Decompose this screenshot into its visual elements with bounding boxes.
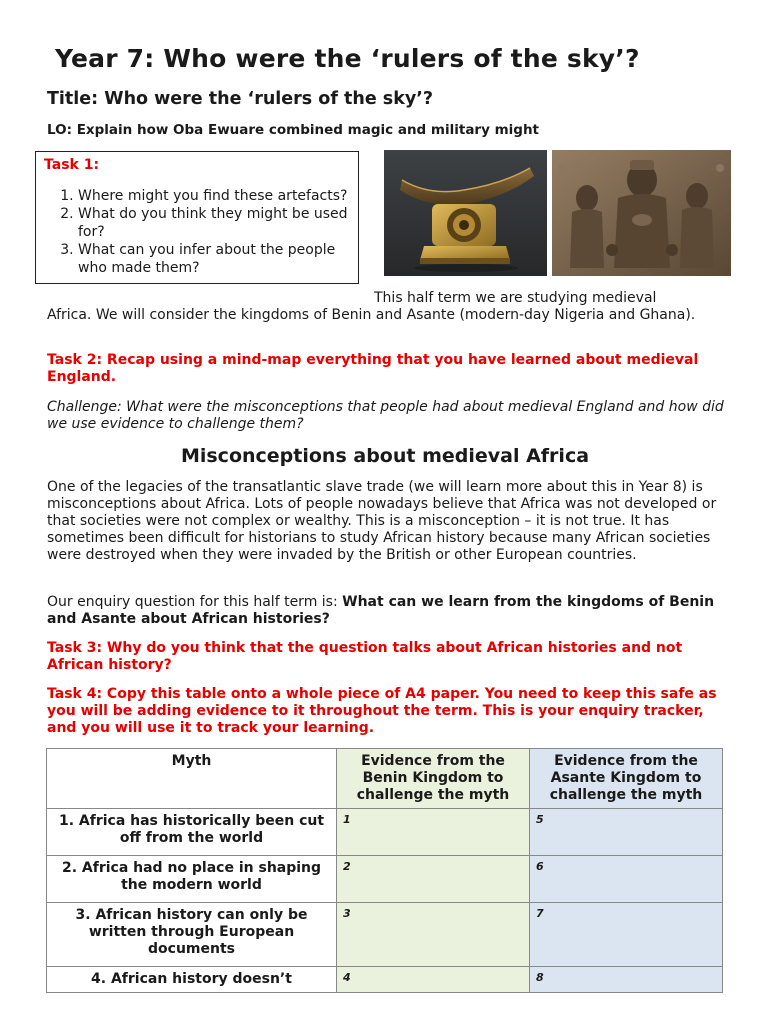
task1-question: 2. What do you think they might be used for? (78, 205, 358, 241)
asante-evidence-cell[interactable]: 7 (530, 903, 723, 967)
learning-objective: LO: Explain how Oba Ewuare combined magic and military might (47, 122, 540, 138)
asante-evidence-cell[interactable]: 8 (530, 967, 723, 993)
page-title: Title: Who were the ‘rulers of the sky’? (47, 89, 434, 109)
task1-question: 3. What can you infer about the people who made them? (78, 241, 358, 277)
enquiry-tracker-table (46, 748, 723, 993)
task1-label: Task 1: (44, 157, 100, 173)
benin-evidence-cell[interactable]: 4 (337, 967, 530, 993)
table-row (47, 903, 723, 967)
section-heading: Misconceptions about medieval Africa (180, 445, 590, 467)
table-row (47, 809, 723, 856)
asante-stool-image (384, 150, 547, 276)
myth-cell: 2. Africa had no place in shaping the modern world (47, 856, 337, 903)
benin-plaque-image (552, 150, 731, 276)
benin-bronze-plaque-photo-icon (552, 150, 731, 276)
task3: Task 3: Why do you think that the question talks about African histories and not African history? (47, 640, 683, 673)
task1-question: 1. Where might you find these artefacts? (78, 187, 358, 205)
header-myth: Myth (47, 749, 337, 809)
challenge-text: Challenge: What were the misconceptions that people had about medieval England and how did we use evidence to challenge them? (47, 399, 724, 432)
intro-paragraph: Africa. We will consider the kingdoms of Benin and Asante (modern-day Nigeria and Ghana). (47, 307, 696, 323)
benin-evidence-cell[interactable]: 1 (337, 809, 530, 856)
intro-first-line: This half term we are studying medieval (374, 290, 657, 306)
page-heading: Year 7: Who were the ‘rulers of the sky’? (55, 44, 640, 73)
myth-cell: 4. African history doesn’t (47, 967, 337, 993)
enquiry-prefix: Our enquiry question for this half term is: (47, 594, 343, 610)
table-header-row (47, 749, 723, 809)
benin-evidence-cell[interactable]: 3 (337, 903, 530, 967)
table-row (47, 856, 723, 903)
asante-evidence-cell[interactable]: 5 (530, 809, 723, 856)
benin-evidence-cell[interactable]: 2 (337, 856, 530, 903)
task1-questions (36, 187, 358, 277)
myth-cell: 1. Africa has historically been cut off from the world (47, 809, 337, 856)
task4: Task 4: Copy this table onto a whole piece of A4 paper. You need to keep this safe as you will be adding evidence to it throughout the term. This is your enquiry tracker, and you will use it to track your learning. (47, 686, 717, 736)
header-benin: Evidence from the Benin Kingdom to challenge the myth (337, 749, 530, 809)
enquiry-question-text: What can we learn from the kingdoms of Benin and Asante about African histories? (47, 594, 715, 627)
task1-box (35, 151, 359, 284)
asante-evidence-cell[interactable]: 6 (530, 856, 723, 903)
table-row (47, 967, 723, 993)
asante-stool-photo-icon (384, 150, 547, 276)
header-asante: Evidence from the Asante Kingdom to challenge the myth (530, 749, 723, 809)
enquiry-question (47, 594, 732, 628)
misconceptions-paragraph: One of the legacies of the transatlantic slave trade (we will learn more about this in Year 8) is misconceptions about Africa. Lots of people nowadays believe that Africa was not developed or that societies were not complex or wealthy. This is a misconception – it is not true. It has sometimes been difficult for historians to study African history because many African societies were destroyed when they were invaded by the British or other European countries. (47, 479, 717, 563)
task2: Task 2: Recap using a mind-map everything that you have learned about medieval England. (47, 352, 699, 385)
myth-cell: 3. African history can only be written through European documents (47, 903, 337, 967)
